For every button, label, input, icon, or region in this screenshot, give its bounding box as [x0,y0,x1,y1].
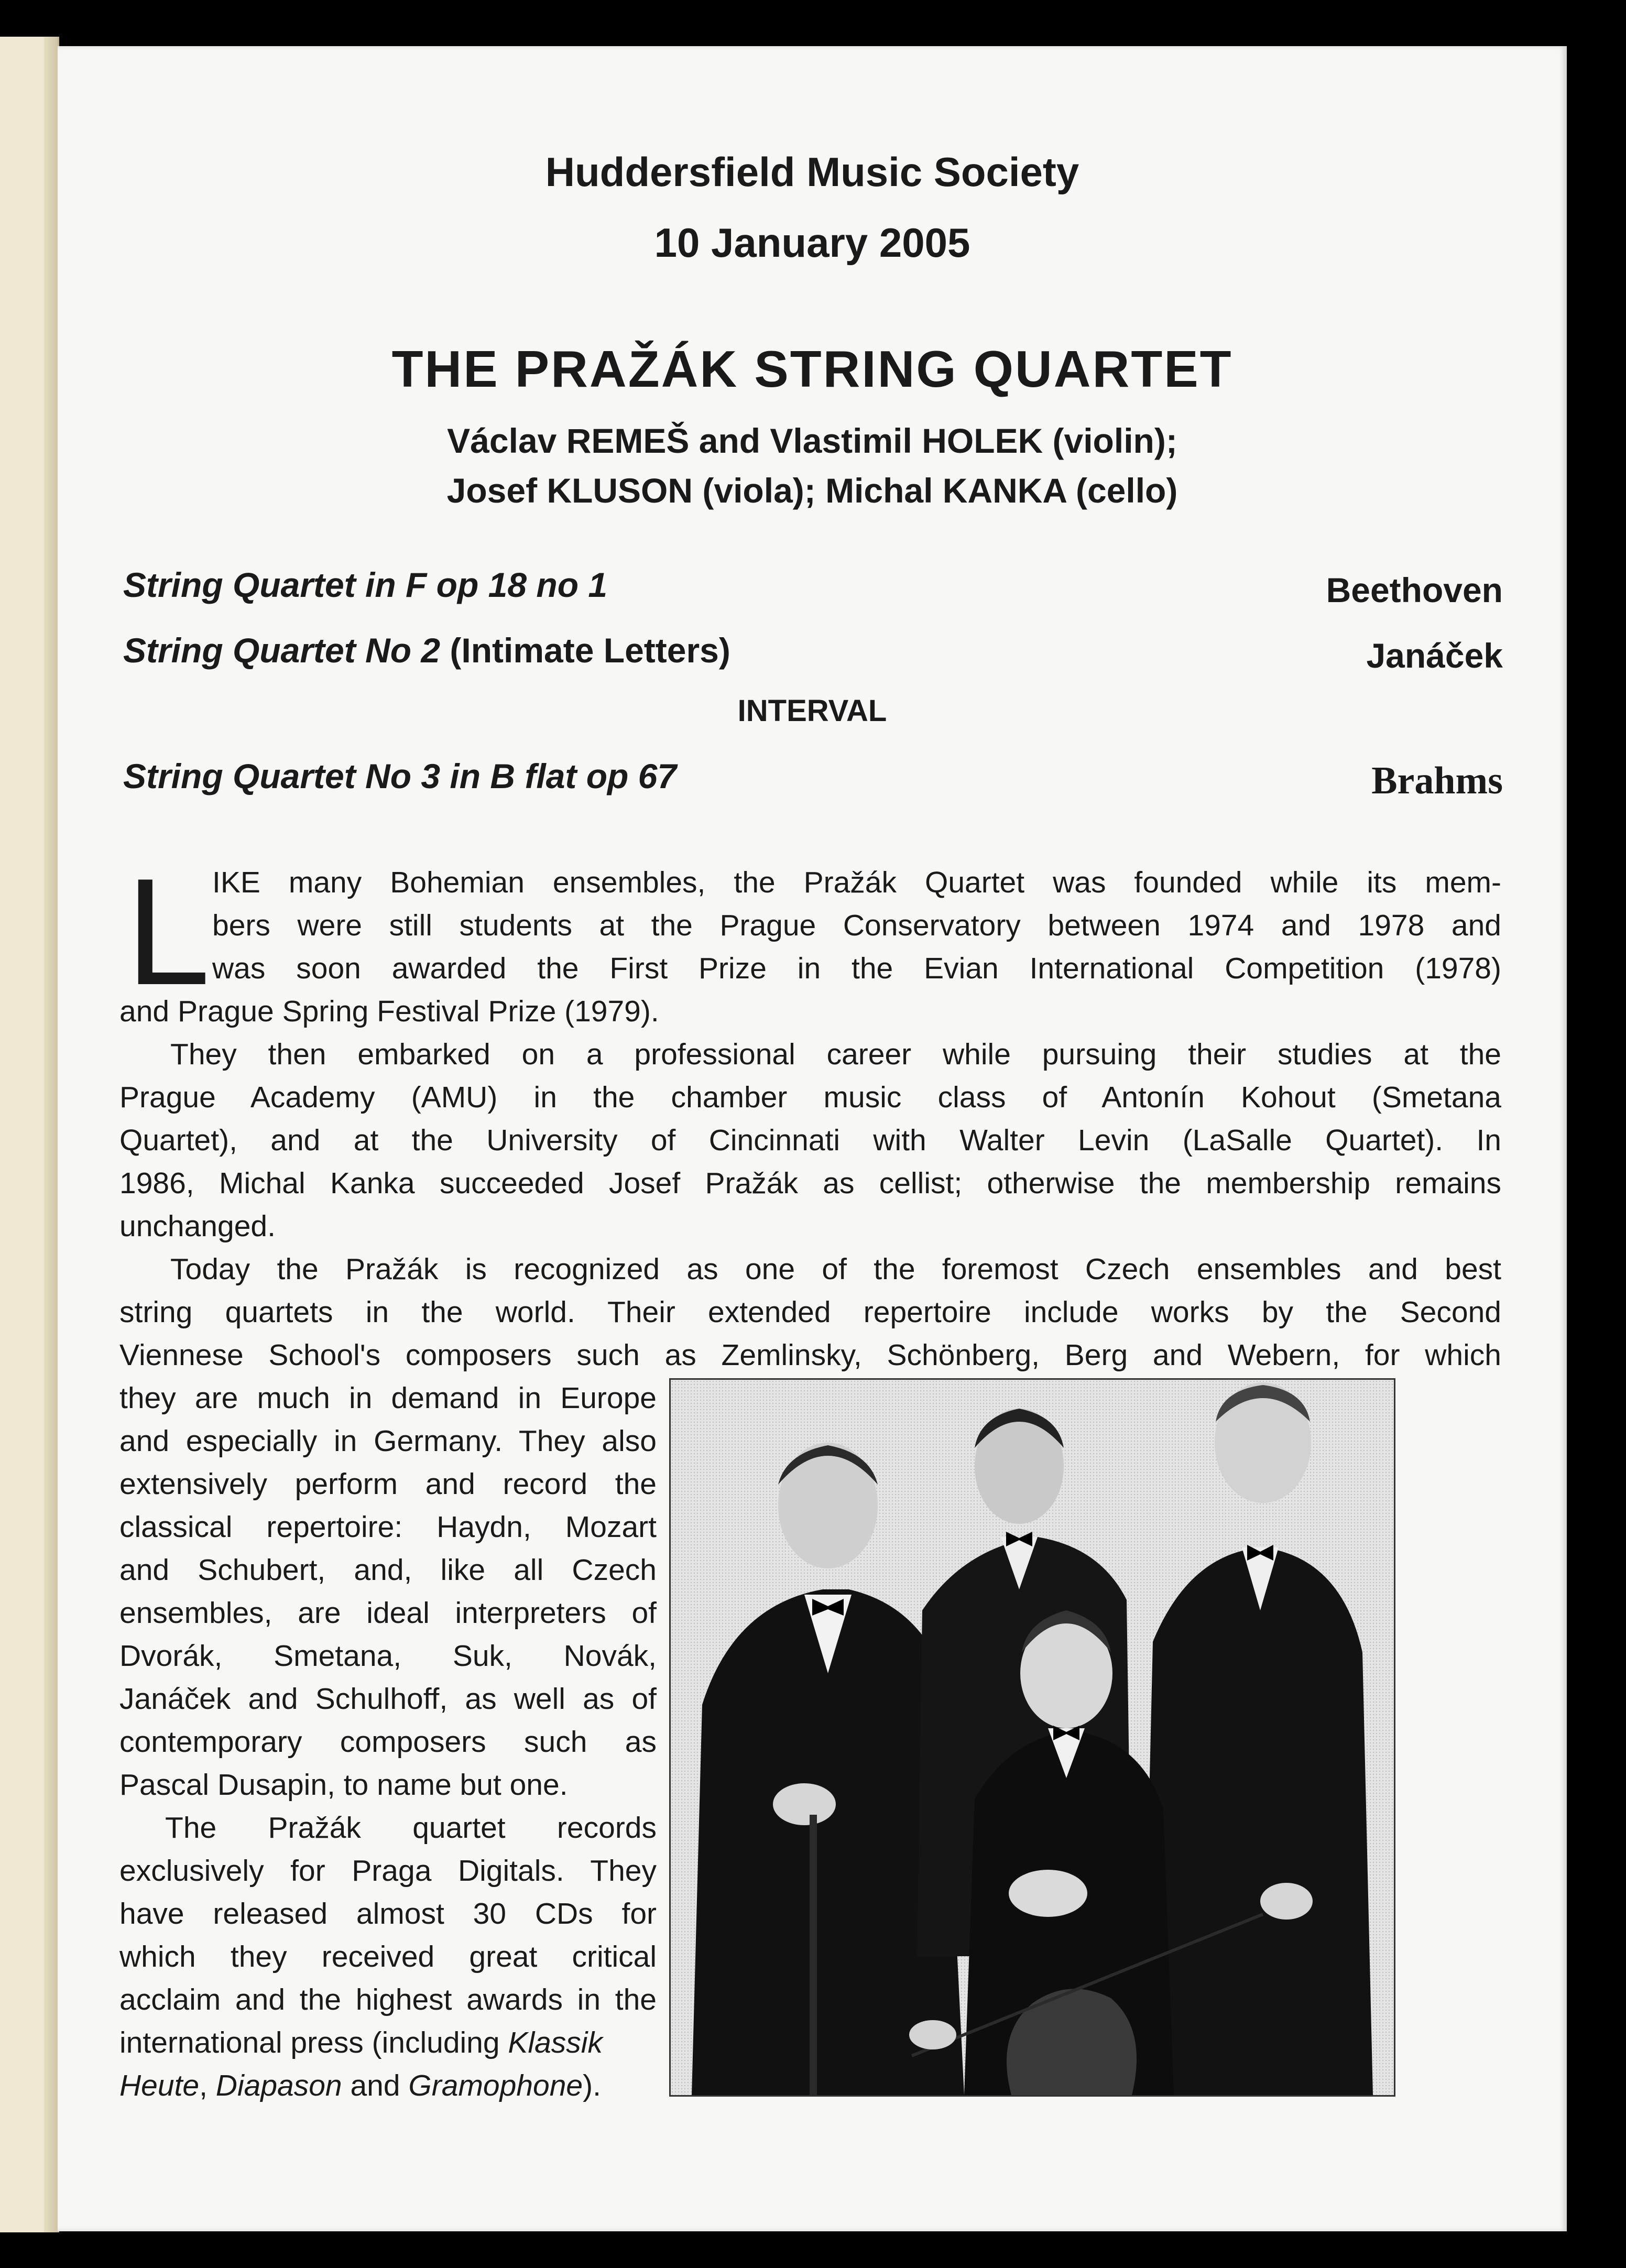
article-text: , [199,2069,216,2102]
article-line: which they received great critical [119,1940,657,1973]
article-line: and Schubert, and, like all Czech [119,1553,657,1587]
article-line: classical repertoire: Haydn, Mozart [119,1510,657,1544]
article-text: international press (including [119,2026,508,2059]
article-line [119,2064,601,2107]
programme-composer-3: Brahms [1371,759,1503,802]
players-viola-cello: Josef KLUSON (viola); Michal KANKA (cello) [446,471,1178,510]
article-line: string quartets in the world. Their extended repertoire include works by the Second [119,1295,1501,1329]
interval-label: INTERVAL [737,694,887,728]
article-line [119,2021,603,2064]
article-line: acclaim and the highest awards in the [119,1983,657,2016]
article-text-italic: Diapason [215,2069,342,2102]
concert-date: 10 January 2005 [654,220,970,266]
piece-2-subtitle: (Intimate Letters) [440,631,730,670]
group-portrait-photo [669,1378,1395,2097]
article-line: Pascal Dusapin, to name but one. [119,1768,568,1802]
ensemble-title: THE PRAŽÁK STRING QUARTET [391,340,1233,398]
programme-piece-3: String Quartet No 3 in B flat op 67 [123,757,677,795]
programme-piece-2 [123,630,730,670]
programme-composer-2: Janáček [1366,636,1503,675]
article-line: IKE many Bohemian ensembles, the Pražák Quartet was founded while its mem- [212,866,1501,899]
article-line: have released almost 30 CDs for [119,1897,657,1931]
article-line: The Pražák quartet records [165,1811,657,1845]
article-line: and especially in Germany. They also [119,1424,657,1458]
article-line: they are much in demand in Europe [119,1381,657,1415]
adjacent-page-edge [0,37,59,2232]
article-line: unchanged. [119,1209,276,1243]
article-line: contemporary composers such as [119,1725,657,1759]
article-line: Dvorák, Smetana, Suk, Novák, [119,1639,657,1673]
article-line: Quartet), and at the University of Cincinnati with Walter Levin (LaSalle Quartet). In [119,1124,1501,1157]
article-text-italic: Gramophone [408,2069,583,2102]
article-line: Janáček and Schulhoff, as well as of [119,1682,657,1716]
article-line: Prague Academy (AMU) in the chamber music class of Antonín Kohout (Smetana [119,1081,1501,1114]
article-line: Viennese School's composers such as Zemlinsky, Schönberg, Berg and Webern, for which [119,1338,1501,1372]
article-line: and Prague Spring Festival Prize (1979). [119,995,659,1028]
article-line: They then embarked on a professional career while pursuing their studies at the [170,1038,1501,1071]
article-line: Today the Pražák is recognized as one of the foremost Czech ensembles and best [170,1252,1501,1286]
piece-2-title: String Quartet No 2 [123,631,441,670]
article-text-italic: Klassik [508,2026,603,2059]
article-line: 1986, Michal Kanka succeeded Josef Pražák as cellist; otherwise the membership remains [119,1166,1501,1200]
article-line: bers were still students at the Prague Conservatory between 1974 and 1978 and [212,909,1501,942]
programme-page [58,46,1567,2231]
article-text: and [342,2069,409,2102]
article-line: extensively perform and record the [119,1467,657,1501]
drop-cap: L [126,847,211,1017]
article-text-italic: Heute [119,2069,200,2102]
quartet-photo-illustration [671,1380,1394,2095]
article-line: was soon awarded the First Prize in the Evian International Competition (1978) [212,952,1501,985]
article-line: exclusively for Praga Digitals. They [119,1854,657,1888]
players-violin: Václav REMEŠ and Vlastimil HOLEK (violin); [447,421,1177,460]
programme-piece-1: String Quartet in F op 18 no 1 [123,565,608,604]
article-text: ). [583,2069,601,2102]
programme-composer-1: Beethoven [1326,571,1503,609]
society-name: Huddersfield Music Society [545,149,1079,195]
article-line: ensembles, are ideal interpreters of [119,1596,657,1630]
